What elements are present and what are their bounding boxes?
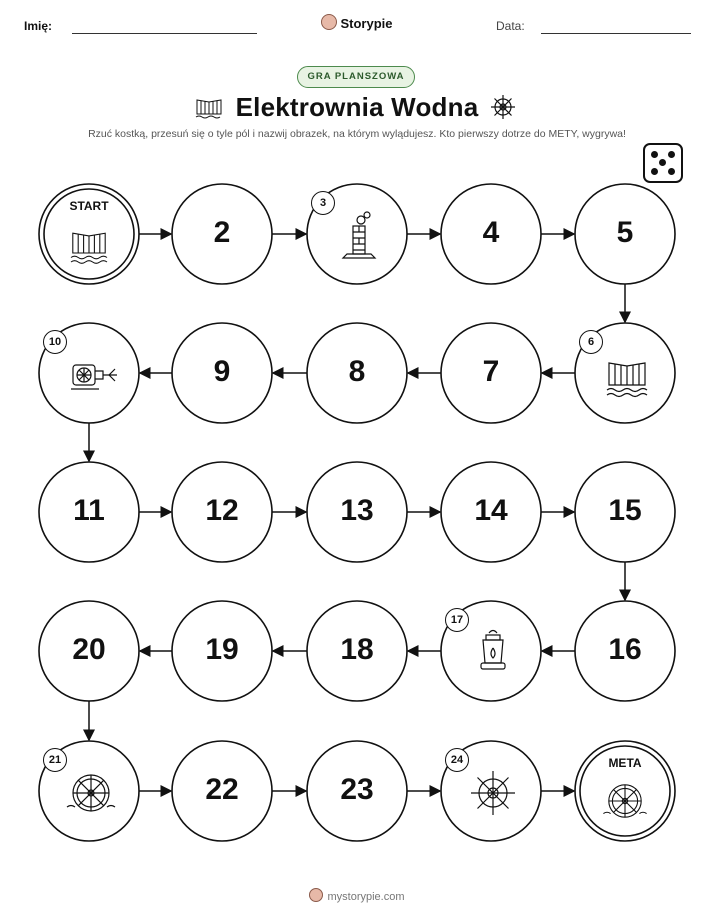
cell-number-badge: 17 (445, 608, 469, 632)
brand-name: Storypie (340, 16, 393, 31)
cell-number: 15 (608, 494, 642, 527)
cell-number: 14 (474, 494, 508, 527)
instructions: Rzuć kostką, przesuń się o tyle pól i nazwij obrazek, na którym wylądujesz. Kto pierwszy dotrze do METY, wygrywa! (88, 128, 626, 140)
cell-number: 16 (608, 633, 642, 666)
cell-number: 9 (213, 355, 231, 388)
start-label: START (69, 199, 109, 213)
cell-number: 4 (482, 216, 500, 249)
category-badge: GRA PLANSZOWA (297, 66, 415, 88)
cell-number: 23 (340, 773, 374, 806)
cell-number: 5 (616, 216, 634, 249)
footer-url: mystorypie.com (327, 891, 405, 903)
cell-number-badge: 6 (579, 330, 603, 354)
cell-number-badge: 10 (43, 330, 67, 354)
date-label: Data: (496, 19, 525, 33)
cell-number: 18 (340, 633, 374, 666)
cell-number: 11 (73, 494, 105, 527)
bear-logo-icon (309, 888, 323, 902)
cell-number: 19 (205, 633, 239, 666)
page-title: Elektrownia Wodna (235, 92, 479, 122)
cell-number: 20 (72, 633, 106, 666)
cell-number: 7 (482, 355, 500, 388)
cell-number-badge: 24 (445, 748, 469, 772)
finish-label: META (608, 756, 642, 770)
cell-number-badge: 21 (43, 748, 67, 772)
cell-number: 13 (340, 494, 374, 527)
footer (0, 888, 714, 903)
ship-wheel-icon (471, 771, 515, 815)
name-label: Imię: (24, 19, 53, 33)
cell-number: 2 (213, 216, 231, 249)
cell-number: 8 (348, 355, 366, 388)
cell-number: 22 (205, 773, 239, 806)
cell-number: 12 (205, 494, 239, 527)
cell-number-badge: 3 (311, 191, 335, 215)
